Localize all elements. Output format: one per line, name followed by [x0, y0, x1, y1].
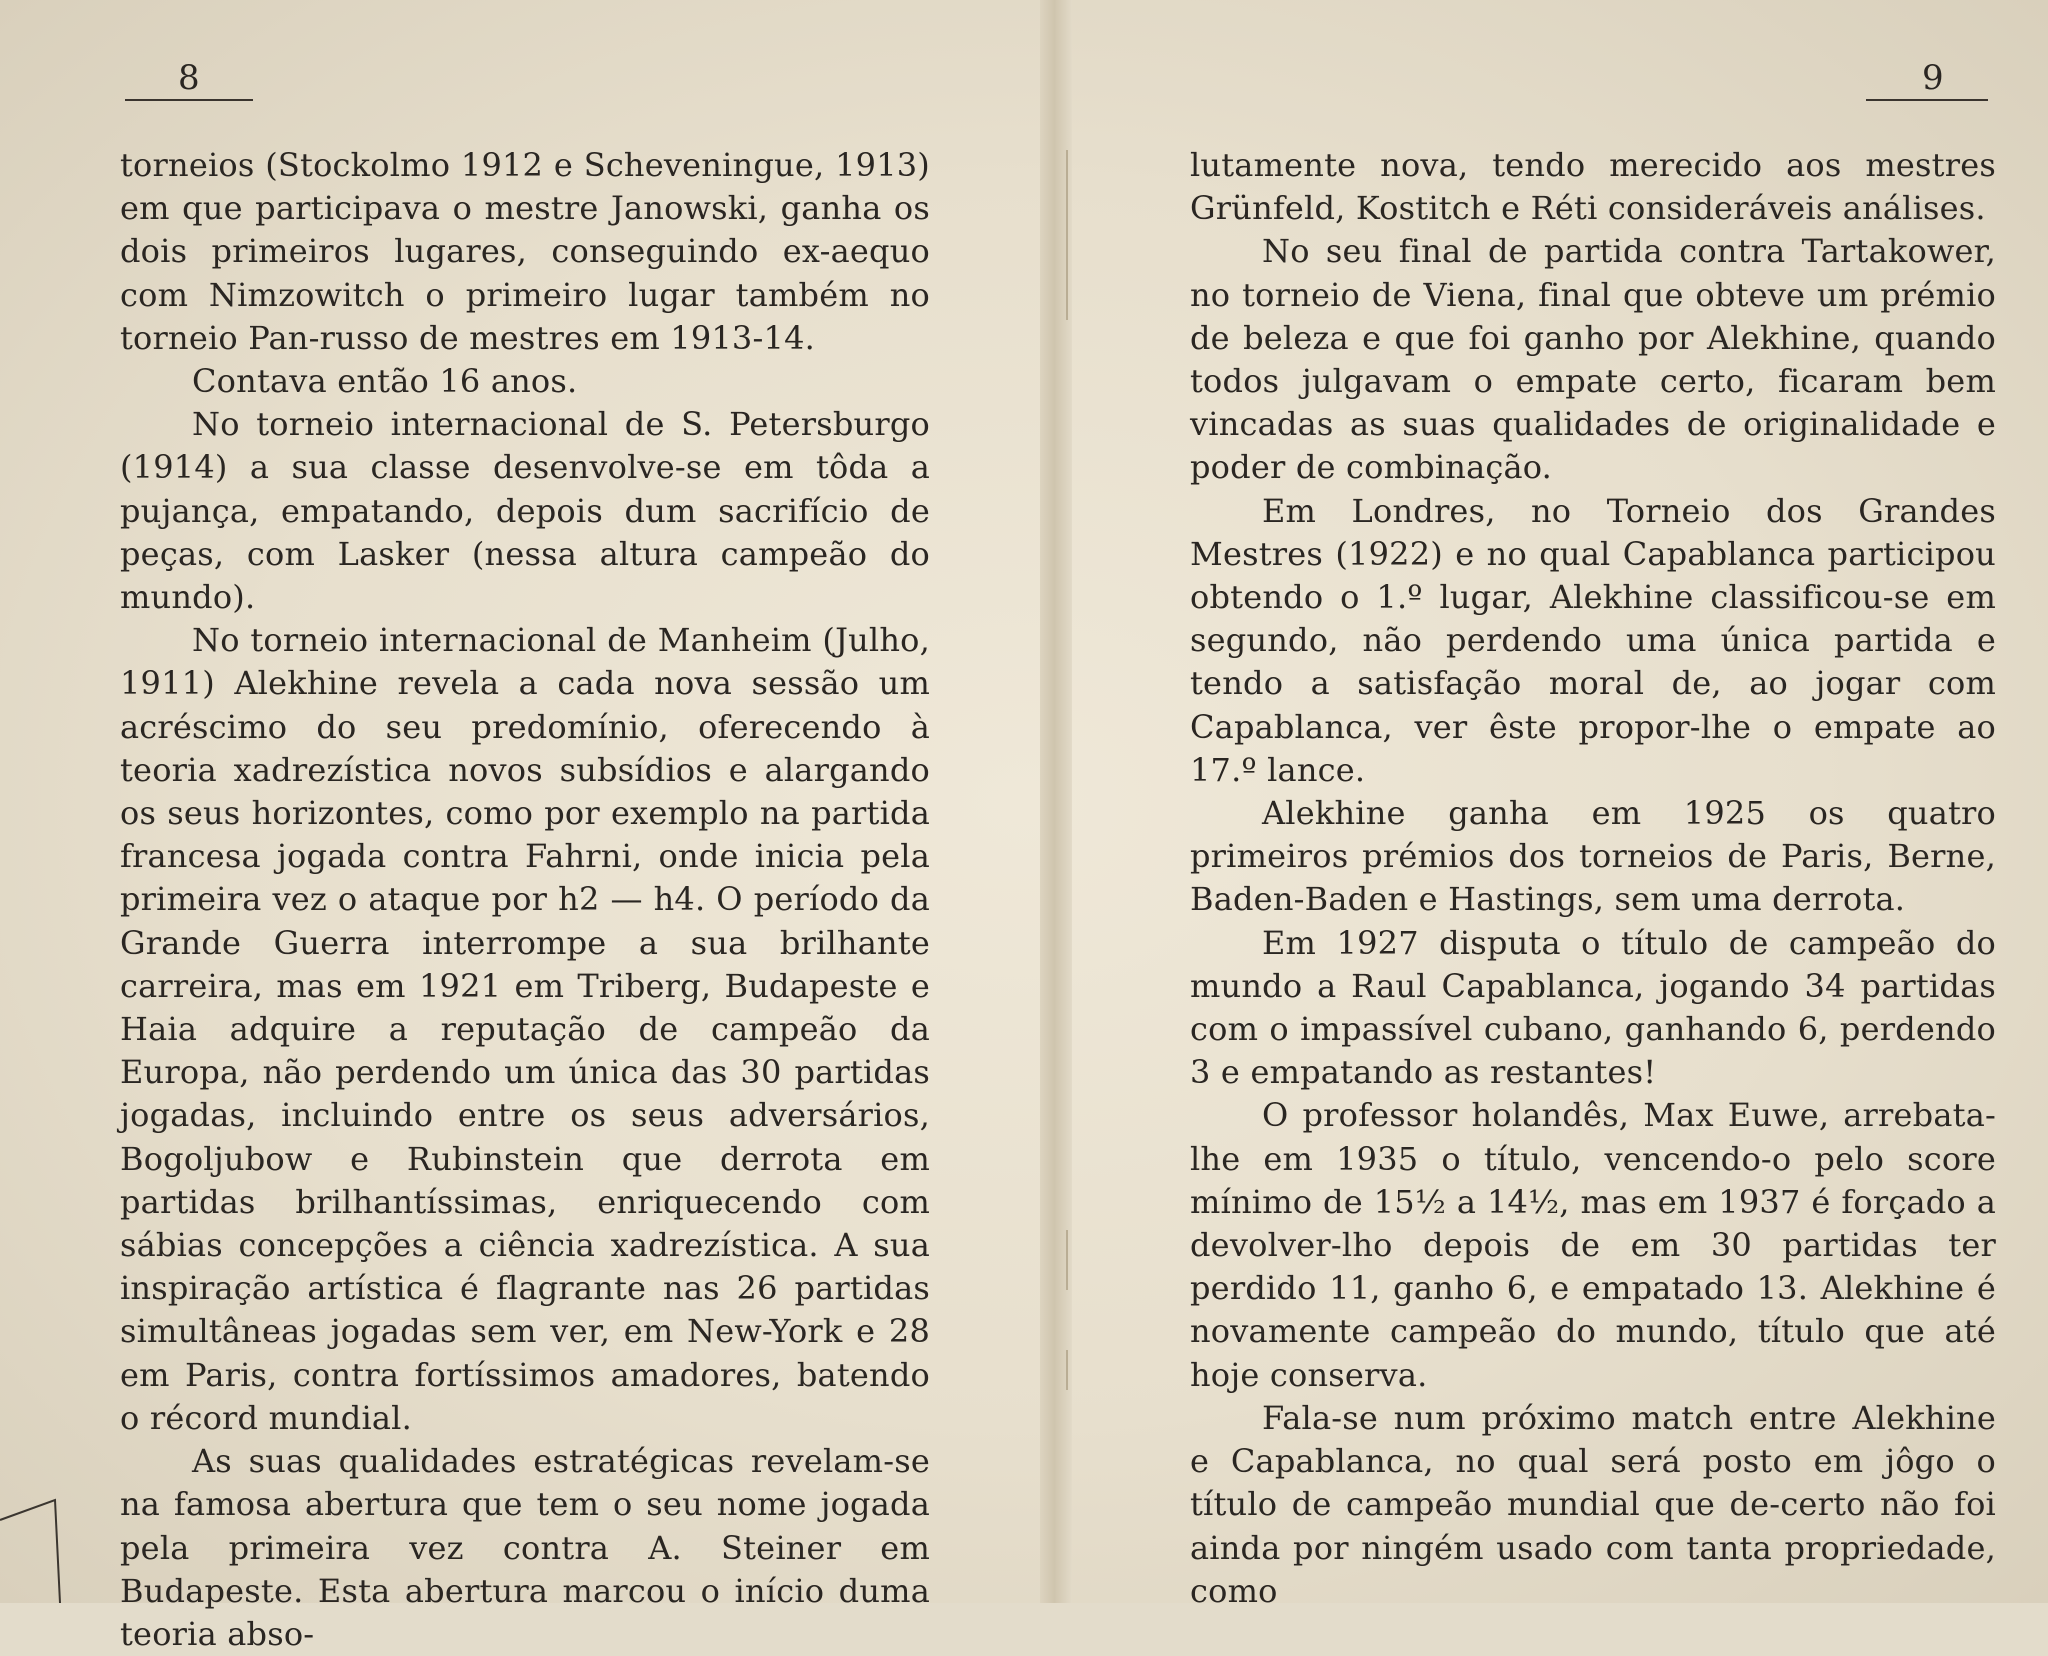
paragraph: No torneio internacional de S. Petersburgo (1914) a sua classe desenvolve-se em tôda a pujança, empatando, depois dum sacrifício de peças, com Lasker (nessa altura campeão do mundo).: [120, 405, 930, 617]
paragraph: Em Londres, no Torneio dos Grandes Mestres (1922) e no qual Capablanca participou obtendo o 1.º lugar, Alekhine classificou-se em segundo, não perdendo uma única partida e tendo a satisfação moral de, ao jogar com Capablanca, ver êste propor-lhe o empate ao 17.º lance.: [1190, 491, 1996, 789]
paragraph: lutamente nova, tendo merecido aos mestres Grünfeld, Kostitch e Réti consideráveis análises.: [1190, 146, 1996, 228]
paragraph: Em 1927 disputa o título de campeão do mundo a Raul Capablanca, jogando 34 partidas com o impassível cubano, ganhando 6, perdendo 3 e empatando as restantes!: [1190, 923, 1996, 1092]
page-number-rule-right: [1866, 99, 1988, 101]
page-number-rule-left: [125, 99, 253, 101]
page-number-left: 8: [178, 58, 201, 98]
right-page: [1072, 0, 2048, 1610]
paragraph: No torneio internacional de Manheim (Julho, 1911) Alekhine revela a cada nova sessão um acréscimo do seu predomínio, oferecendo à teoria xadrezística novos subsídios e alargando os seus horizontes, como por exemplo na partida francesa jogada contra Fahrni, onde inicia pela primeira vez o ataque por h2 — h4. O período da Grande Guerra interrompe a sua brilhante carreira, mas em 1921 em Triberg, Budapeste e Haia adquire a reputação de campeão da Europa, não perdendo um única das 30 partidas jogadas, incluindo entre os seus adversários, Bogoljubow e Rubinstein que derrota em partidas brilhantíssimas, enriquecendo com sábias concepções a ciência xadrezística. A sua inspiração artística é flagrante nas 26 partidas simultâneas jogadas sem ver, em New-York e 28 em Paris, contra fortíssimos amadores, batendo o récord mundial.: [120, 621, 930, 1437]
gutter-thread: [1066, 1230, 1068, 1290]
page-corner-fold: [0, 1490, 80, 1603]
paragraph: O professor holandês, Max Euwe, arrebata-lhe em 1935 o título, vencendo-o pelo score mínimo de 15½ a 14½, mas em 1937 é forçado a devolver-lho depois de em 30 partidas ter perdido 11, ganho 6, e empatado 13. Alekhine é novamente campeão do mundo, título que até hoje conserva.: [1190, 1096, 1996, 1394]
paragraph: torneios (Stockolmo 1912 e Scheveningue, 1913) em que participava o mestre Janowski, ganha os dois primeiros lugares, conseguindo ex-aequo com Nimzowitch o primeiro lugar também no torneio Pan-russo de mestres em 1913-14.: [120, 146, 930, 357]
paragraph: No seu final de partida contra Tartakower, no torneio de Viena, final que obteve um prémio de beleza e que foi ganho por Alekhine, quando todos julgavam o empate certo, ficaram bem vincadas as suas qualidades de originalidade e poder de combinação.: [1190, 232, 1996, 487]
left-page-text: [120, 144, 930, 1656]
paragraph: As suas qualidades estratégicas revelam-se na famosa abertura que tem o seu nome jogada pela primeira vez contra A. Steiner em Budapeste. Esta abertura marcou o início duma teoria abso-: [120, 1442, 930, 1653]
paragraph: Contava então 16 anos.: [192, 362, 578, 401]
gutter-thread: [1066, 1350, 1068, 1390]
paragraph: Fala-se num próximo match entre Alekhine e Capablanca, no qual será posto em jôgo o título de campeão mundial que de-certo não foi ainda por ningém usado com tanta propriedade, como: [1190, 1398, 1996, 1610]
gutter-thread: [1066, 150, 1068, 320]
right-page-text: [1190, 144, 1996, 1613]
page-number-right: 9: [1922, 58, 1945, 98]
paragraph: Alekhine ganha em 1925 os quatro primeiros prémios dos torneios de Paris, Berne, Baden-Baden e Hastings, sem uma derrota.: [1190, 794, 1996, 919]
